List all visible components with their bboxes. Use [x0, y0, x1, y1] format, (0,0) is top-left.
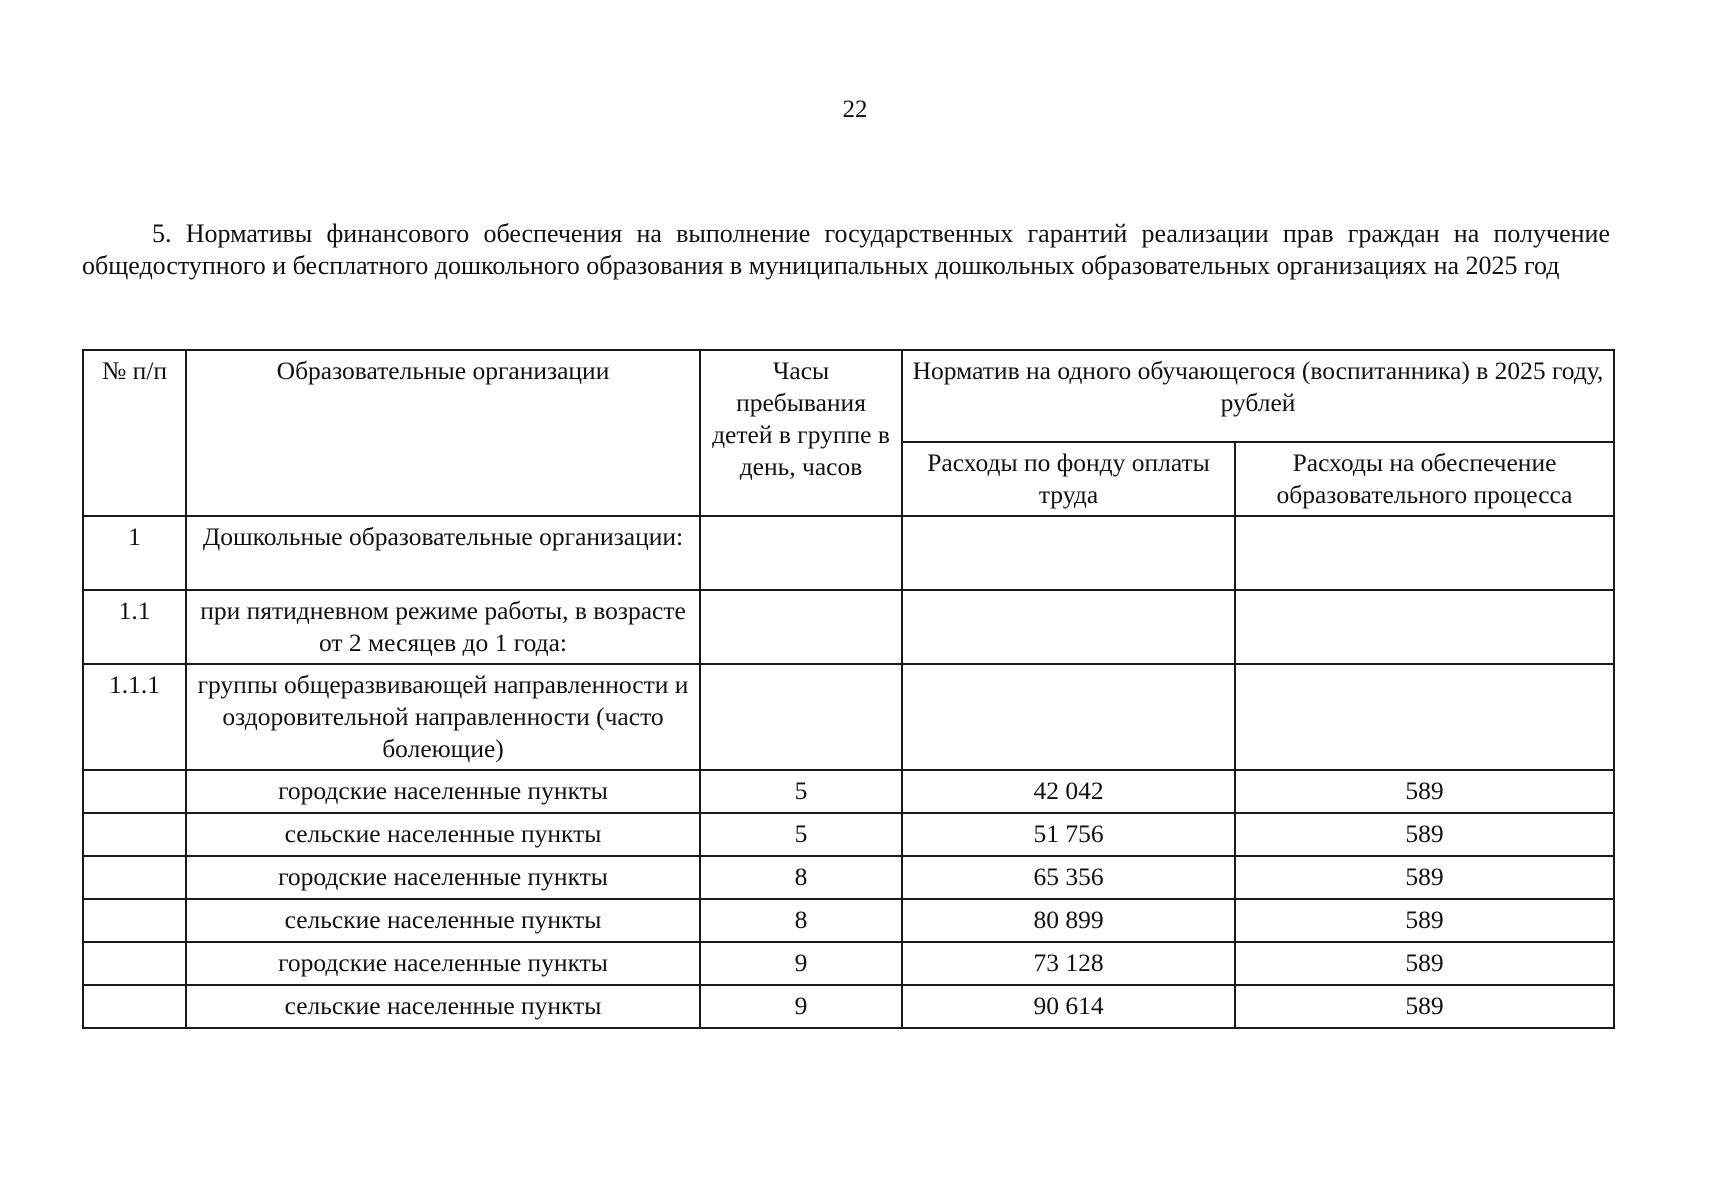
cell-edu — [1235, 516, 1614, 590]
cell-num — [83, 856, 186, 899]
cell-labor: 80 899 — [902, 899, 1235, 942]
cell-org: городские населенные пункты — [186, 942, 700, 985]
table-header-row — [83, 350, 1614, 442]
cell-labor: 42 042 — [902, 770, 1235, 813]
cell-edu: 589 — [1235, 856, 1614, 899]
norms-table — [82, 349, 1615, 1029]
cell-num — [83, 770, 186, 813]
cell-edu: 589 — [1235, 770, 1614, 813]
cell-org: городские населенные пункты — [186, 856, 700, 899]
cell-org: группы общеразвивающей направленности и оздоровительной направленности (часто болеющие) — [186, 664, 700, 770]
cell-labor: 65 356 — [902, 856, 1235, 899]
table-row — [83, 664, 1614, 770]
cell-num — [83, 942, 186, 985]
cell-org: сельские населенные пункты — [186, 899, 700, 942]
cell-labor — [902, 590, 1235, 664]
cell-hours — [700, 516, 902, 590]
cell-labor: 90 614 — [902, 985, 1235, 1028]
cell-hours: 5 — [700, 770, 902, 813]
cell-labor: 51 756 — [902, 813, 1235, 856]
cell-labor — [902, 516, 1235, 590]
header-edu: Расходы на обеспечение образовательного процесса — [1235, 442, 1614, 516]
header-hours: Часы пребывания детей в группе в день, часов — [700, 350, 902, 516]
table-row — [83, 516, 1614, 590]
table-row — [83, 942, 1614, 985]
cell-num: 1.1.1 — [83, 664, 186, 770]
cell-hours — [700, 590, 902, 664]
header-org: Образовательные организации — [186, 350, 700, 516]
cell-edu: 589 — [1235, 942, 1614, 985]
table-row — [83, 770, 1614, 813]
table-row — [83, 985, 1614, 1028]
cell-edu — [1235, 664, 1614, 770]
page-number: 22 — [842, 96, 868, 123]
cell-num — [83, 899, 186, 942]
cell-edu: 589 — [1235, 985, 1614, 1028]
cell-org: сельские населенные пункты — [186, 985, 700, 1028]
cell-hours — [700, 664, 902, 770]
cell-num — [83, 985, 186, 1028]
cell-org: сельские населенные пункты — [186, 813, 700, 856]
cell-num: 1.1 — [83, 590, 186, 664]
table-row — [83, 856, 1614, 899]
cell-labor: 73 128 — [902, 942, 1235, 985]
cell-edu: 589 — [1235, 899, 1614, 942]
cell-num: 1 — [83, 516, 186, 590]
header-labor: Расходы по фонду оплаты труда — [902, 442, 1235, 516]
section-heading: 5. Нормативы финансового обеспечения на выполнение государственных гарантий реализации прав граждан на получение общедоступного и бесплатного дошкольного образования в муниципальных дошкольных образовательных организациях на 2025 год — [82, 219, 1610, 280]
cell-edu: 589 — [1235, 813, 1614, 856]
cell-org: Дошкольные образовательные организации: — [186, 516, 700, 590]
table-row — [83, 590, 1614, 664]
cell-labor — [902, 664, 1235, 770]
cell-hours: 5 — [700, 813, 902, 856]
cell-edu — [1235, 590, 1614, 664]
cell-org: городские населенные пункты — [186, 770, 700, 813]
table-row — [83, 813, 1614, 856]
header-num: № п/п — [83, 350, 186, 516]
cell-hours: 8 — [700, 856, 902, 899]
header-norm-group: Норматив на одного обучающегося (воспитанника) в 2025 году, рублей — [902, 350, 1614, 442]
cell-hours: 8 — [700, 899, 902, 942]
cell-hours: 9 — [700, 942, 902, 985]
cell-hours: 9 — [700, 985, 902, 1028]
cell-org: при пятидневном режиме работы, в возрасте от 2 месяцев до 1 года: — [186, 590, 700, 664]
cell-num — [83, 813, 186, 856]
table-row — [83, 899, 1614, 942]
